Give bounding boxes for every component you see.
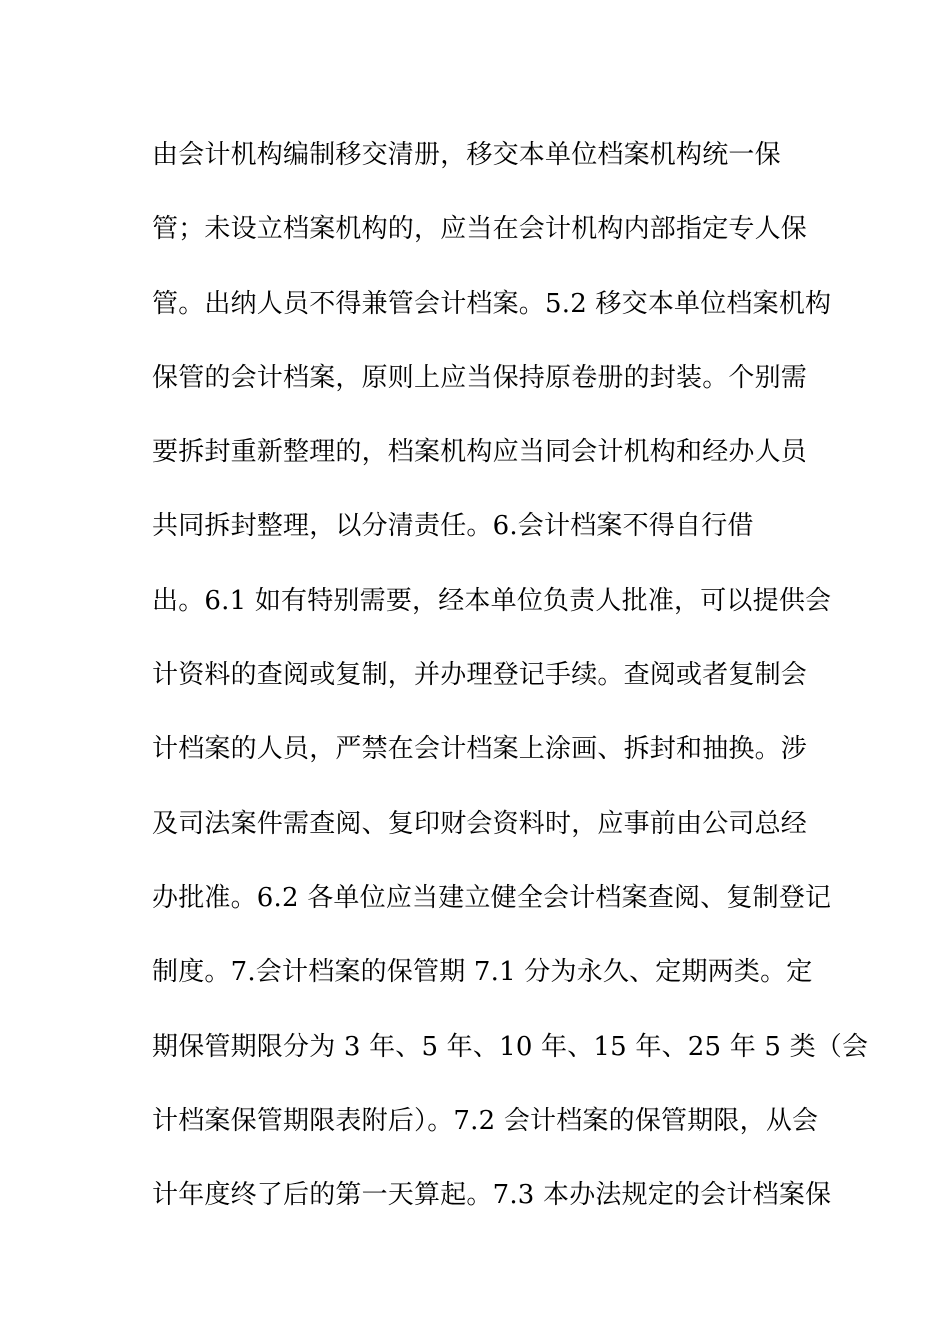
text-line: 及司法案件需查阅、复印财会资料时，应事前由公司总经 [152, 808, 808, 839]
text-line: 办批准。6.2 各单位应当建立健全会计档案查阅、复制登记 [152, 882, 832, 913]
text-line: 保管的会计档案，原则上应当保持原卷册的封装。个别需 [152, 362, 808, 393]
text-line: 期保管期限分为 3 年、5 年、10 年、15 年、25 年 5 类（会 [152, 1031, 869, 1062]
text-line: 共同拆封整理，以分清责任。6.会计档案不得自行借 [152, 511, 754, 542]
text-line: 计档案的人员，严禁在会计档案上涂画、拆封和抽换。涉 [152, 734, 808, 765]
text-line: 管。出纳人员不得兼管会计档案。5.2 移交本单位档案机构 [152, 288, 832, 319]
text-line: 要拆封重新整理的，档案机构应当同会计机构和经办人员 [152, 437, 808, 468]
text-line: 计资料的查阅或复制，并办理登记手续。查阅或者复制会 [152, 660, 808, 691]
text-line: 计档案保管期限表附后）。7.2 会计档案的保管期限，从会 [152, 1105, 819, 1136]
text-line: 计年度终了后的第一天算起。7.3 本办法规定的会计档案保 [152, 1180, 832, 1211]
text-line: 出。6.1 如有特别需要，经本单位负责人批准，可以提供会 [152, 585, 832, 616]
text-line: 管；未设立档案机构的，应当在会计机构内部指定专人保 [152, 214, 808, 245]
text-line: 由会计机构编制移交清册，移交本单位档案机构统一保 [152, 140, 781, 170]
text-line: 制度。7.会计档案的保管期 7.1 分为永久、定期两类。定 [152, 957, 813, 988]
document-body [152, 130, 869, 1244]
